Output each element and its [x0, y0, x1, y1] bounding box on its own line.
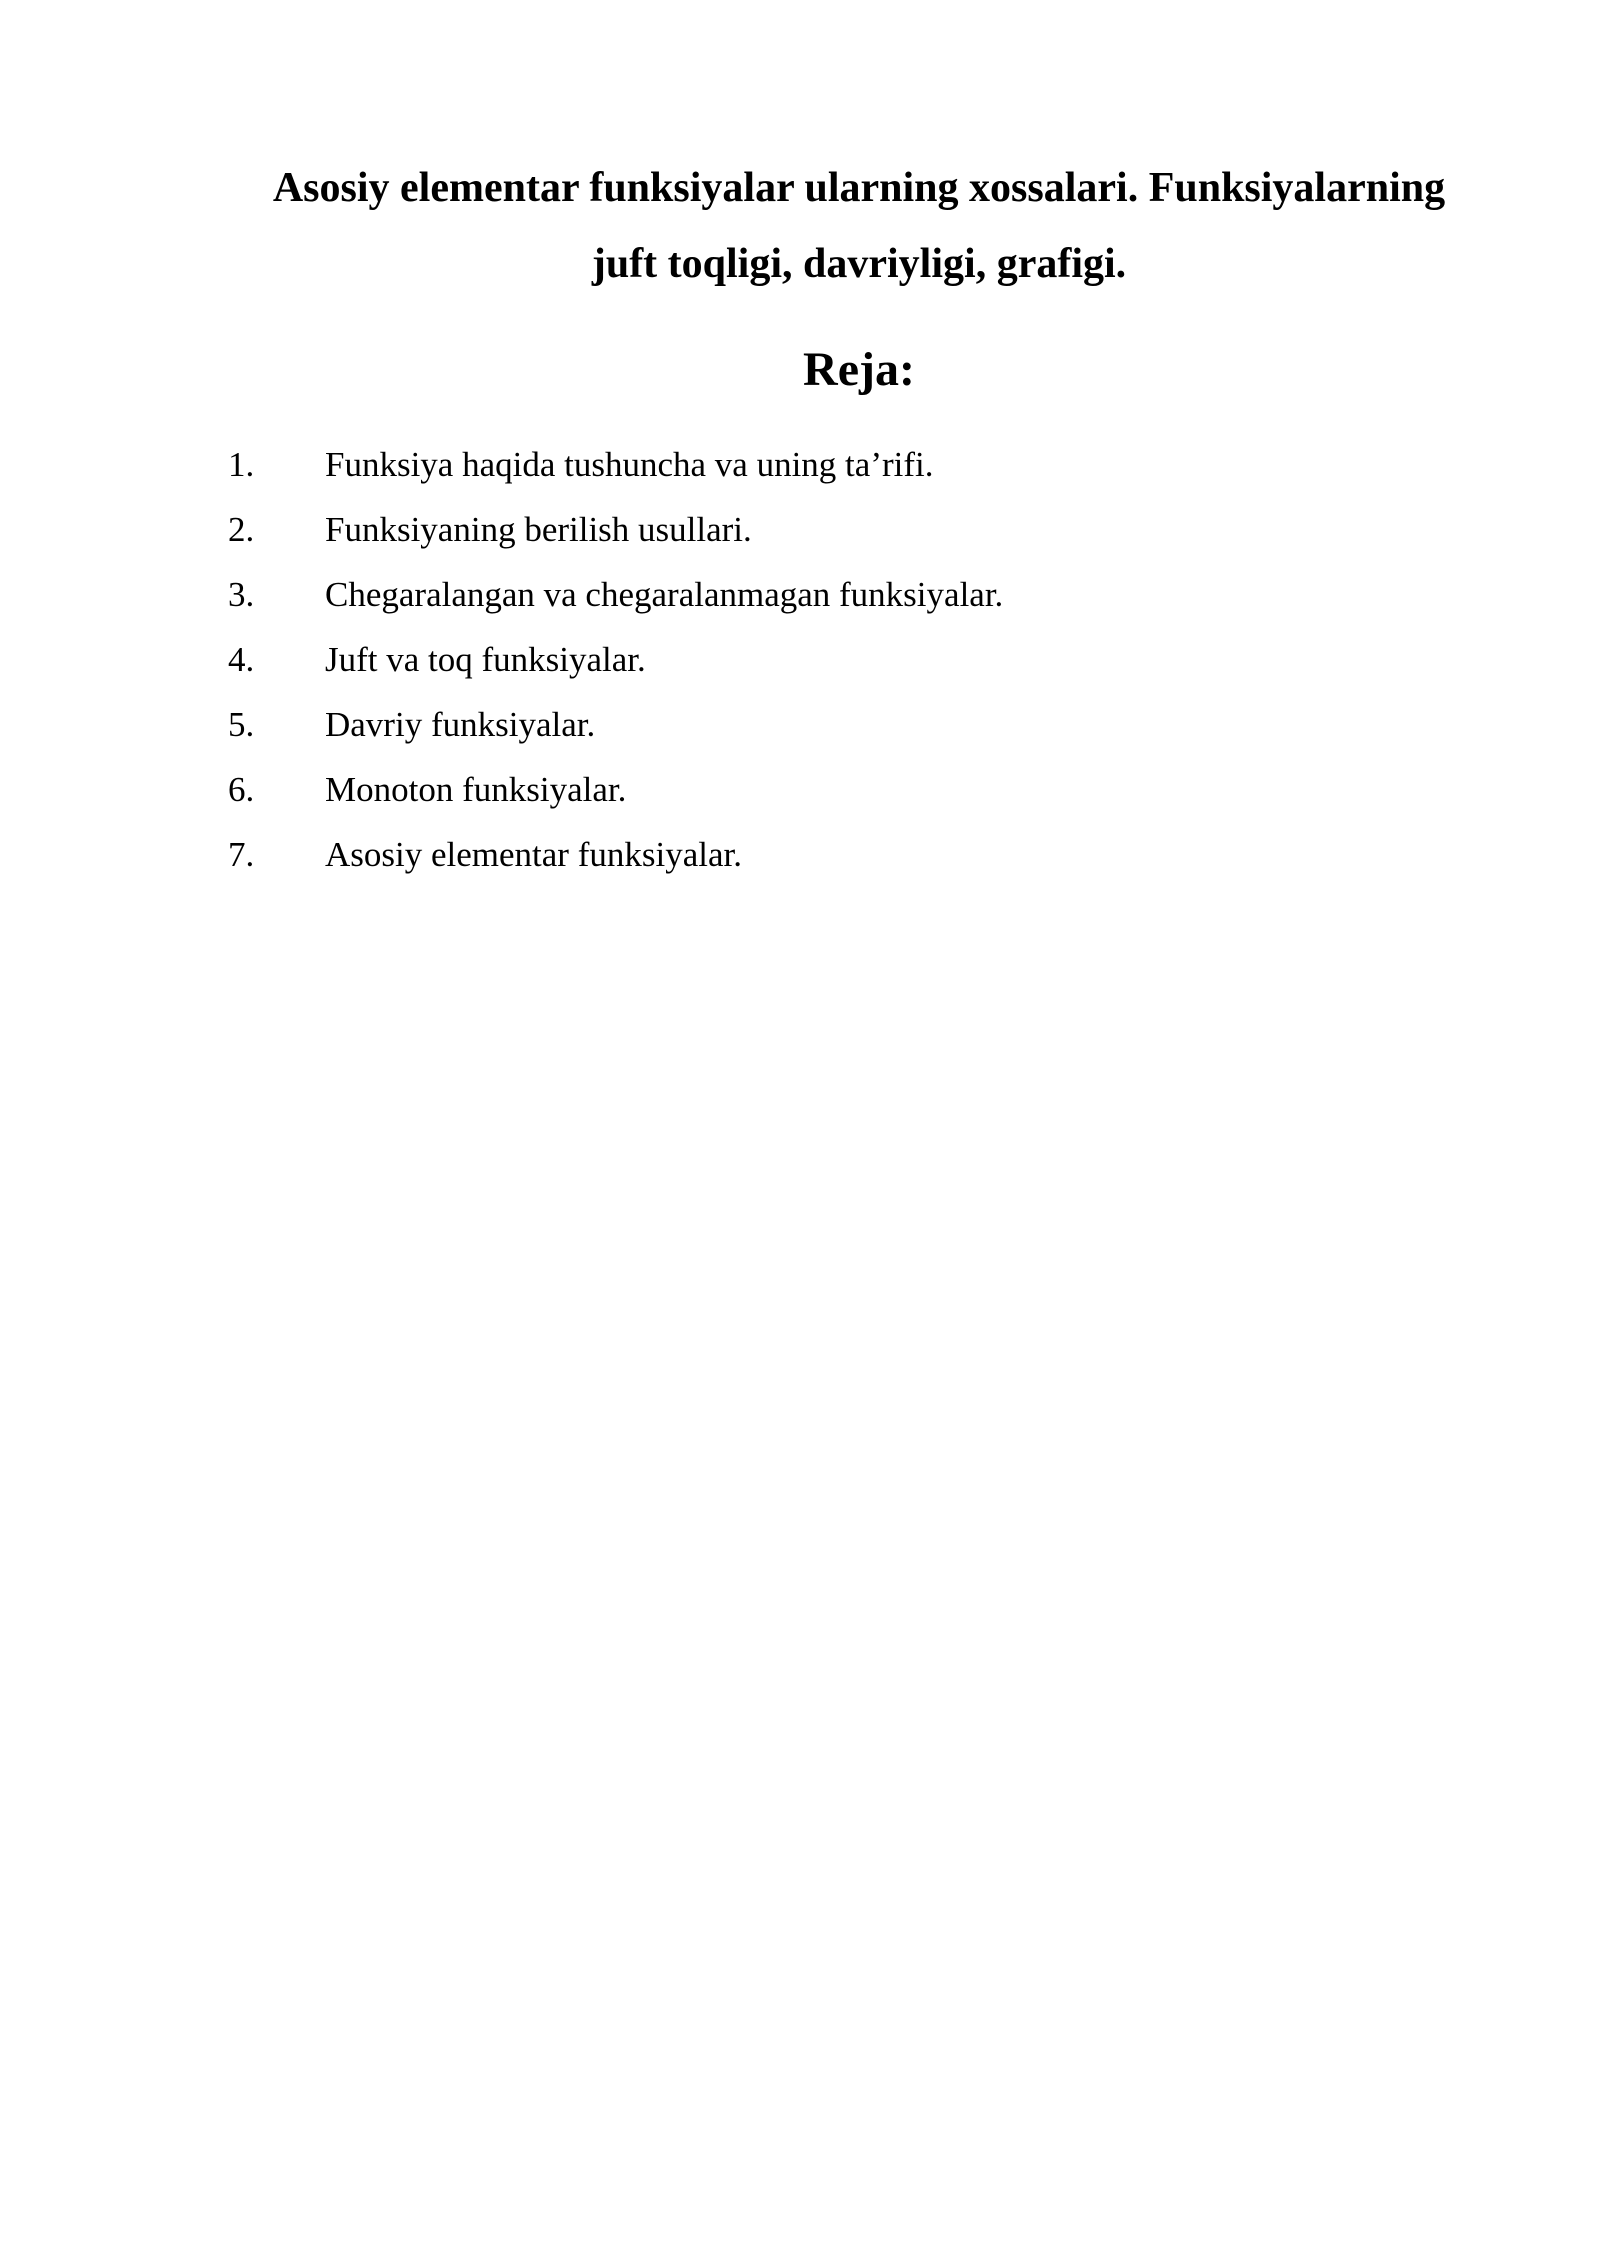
plan-item-text: Chegaralangan va chegaralanmagan funksiyalar.	[325, 575, 1004, 614]
plan-item-2	[228, 505, 1428, 570]
plan-item-number: 5.	[228, 705, 255, 744]
plan-item-number: 7.	[228, 835, 255, 874]
plan-list	[228, 440, 1428, 895]
document-title	[228, 150, 1490, 302]
plan-heading: Reja:	[803, 343, 915, 396]
plan-item-4	[228, 635, 1428, 700]
plan-item-1	[228, 440, 1428, 505]
plan-item-number: 6.	[228, 770, 255, 809]
document-title-line-2: juft toqligi, davriyligi, grafigi.	[591, 241, 1127, 287]
plan-item-number: 3.	[228, 575, 255, 614]
document-title-line-1: Asosiy elementar funksiyalar ularning xossalari. Funksiyalarning	[272, 165, 1446, 211]
plan-item-number: 4.	[228, 640, 255, 679]
plan-item-number: 1.	[228, 445, 255, 484]
plan-item-5	[228, 700, 1428, 765]
plan-item-text: Funksiya haqida tushuncha va uning ta’rifi.	[325, 445, 934, 484]
plan-item-text: Asosiy elementar funksiyalar.	[325, 835, 742, 874]
plan-item-7	[228, 830, 1428, 895]
plan-item-text: Monoton funksiyalar.	[325, 770, 627, 809]
plan-item-6	[228, 765, 1428, 830]
plan-item-text: Juft va toq funksiyalar.	[325, 640, 646, 679]
plan-item-text: Funksiyaning berilish usullari.	[325, 510, 752, 549]
plan-item-text: Davriy funksiyalar.	[325, 705, 596, 744]
plan-item-number: 2.	[228, 510, 255, 549]
plan-item-3	[228, 570, 1428, 635]
